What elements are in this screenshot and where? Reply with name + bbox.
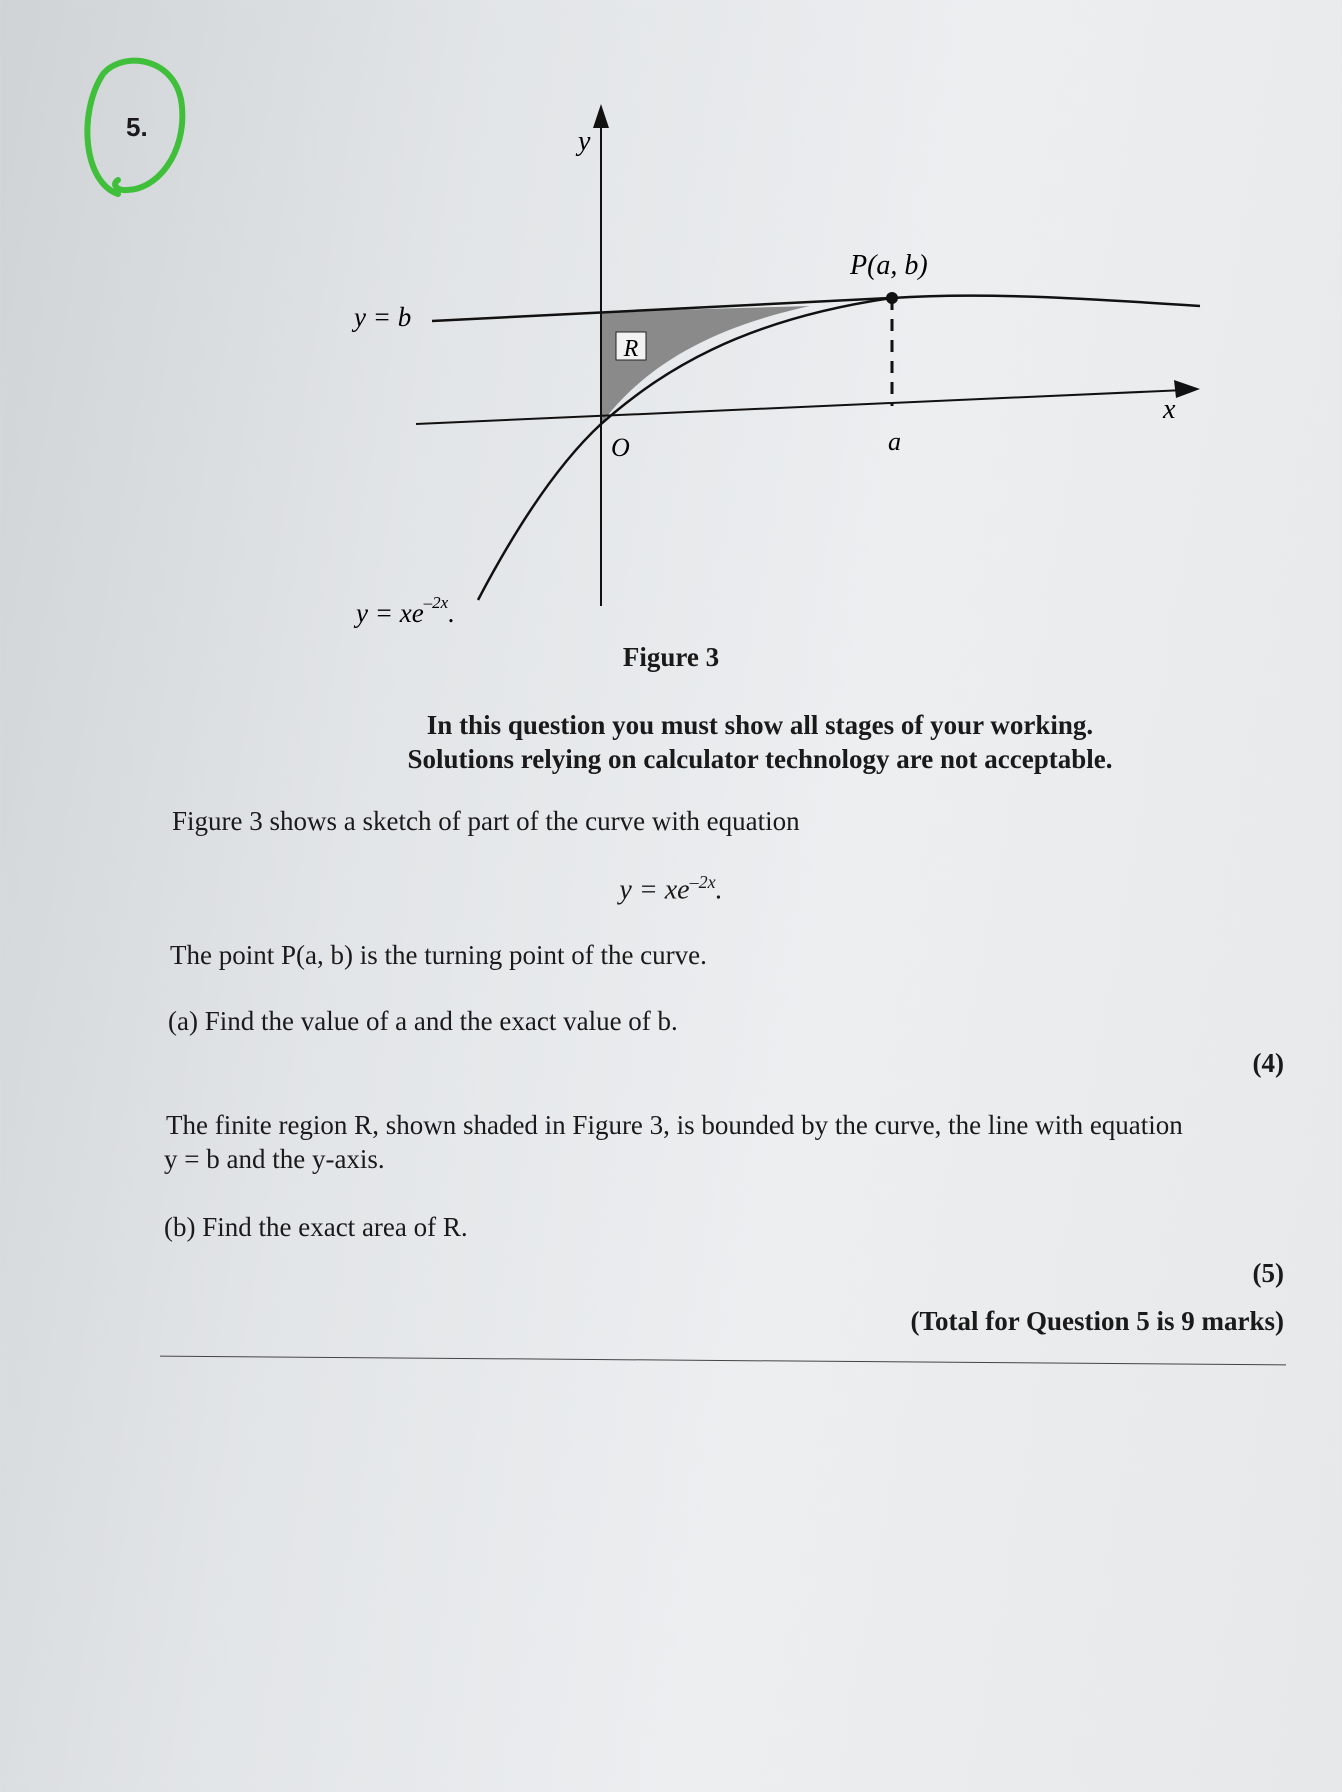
total-marks: (Total for Question 5 is 9 marks) (910, 1306, 1284, 1336)
x-axis-arrow (1174, 380, 1200, 398)
y-axis-label: y (578, 126, 591, 157)
curve-label: $y = xe^{-2x}$. (356, 593, 455, 628)
region-description-line-2: y = b and the y-axis. (164, 1144, 385, 1174)
origin-label: O (611, 433, 630, 462)
figure-caption: Figure 3 (622, 642, 720, 672)
point-p-label: P(a, b) (850, 250, 928, 281)
instruction-line-2: Solutions relying on calculator technology are not acceptable. (407, 744, 1113, 774)
end-of-question-rule (160, 1356, 1286, 1366)
region-description-line-1: The finite region R, shown shaded in Figure 3, is bounded by the curve, the line with equation (166, 1110, 1183, 1140)
question-number: 5. (126, 112, 148, 142)
instructions (0, 708, 1342, 776)
part-a-question: (a) Find the value of a and the exact value of b. (168, 1006, 678, 1036)
figure-3-sketch (0, 0, 1342, 640)
turning-point-text: The point P(a, b) is the turning point of the curve. (170, 940, 707, 970)
x-axis (416, 390, 1185, 424)
instruction-line-1: In this question you must show all stages of your working. (426, 710, 1094, 740)
part-b-marks: (5) (1252, 1258, 1284, 1288)
intro-text: Figure 3 shows a sketch of part of the curve with equation (172, 806, 800, 836)
y-axis-arrow (593, 104, 609, 128)
point-p (886, 292, 898, 304)
a-label: a (888, 427, 901, 456)
line-y-equals-b-label: y = b (354, 302, 412, 332)
part-b-question: (b) Find the exact area of R. (164, 1212, 468, 1242)
curve-y-xe-2x (478, 296, 1200, 600)
x-axis-label: x (1163, 394, 1176, 425)
region-r-label: R (623, 336, 639, 362)
part-a-marks: (4) (1252, 1048, 1284, 1078)
equation: $y = xe^{-2x}$. (619, 872, 723, 906)
